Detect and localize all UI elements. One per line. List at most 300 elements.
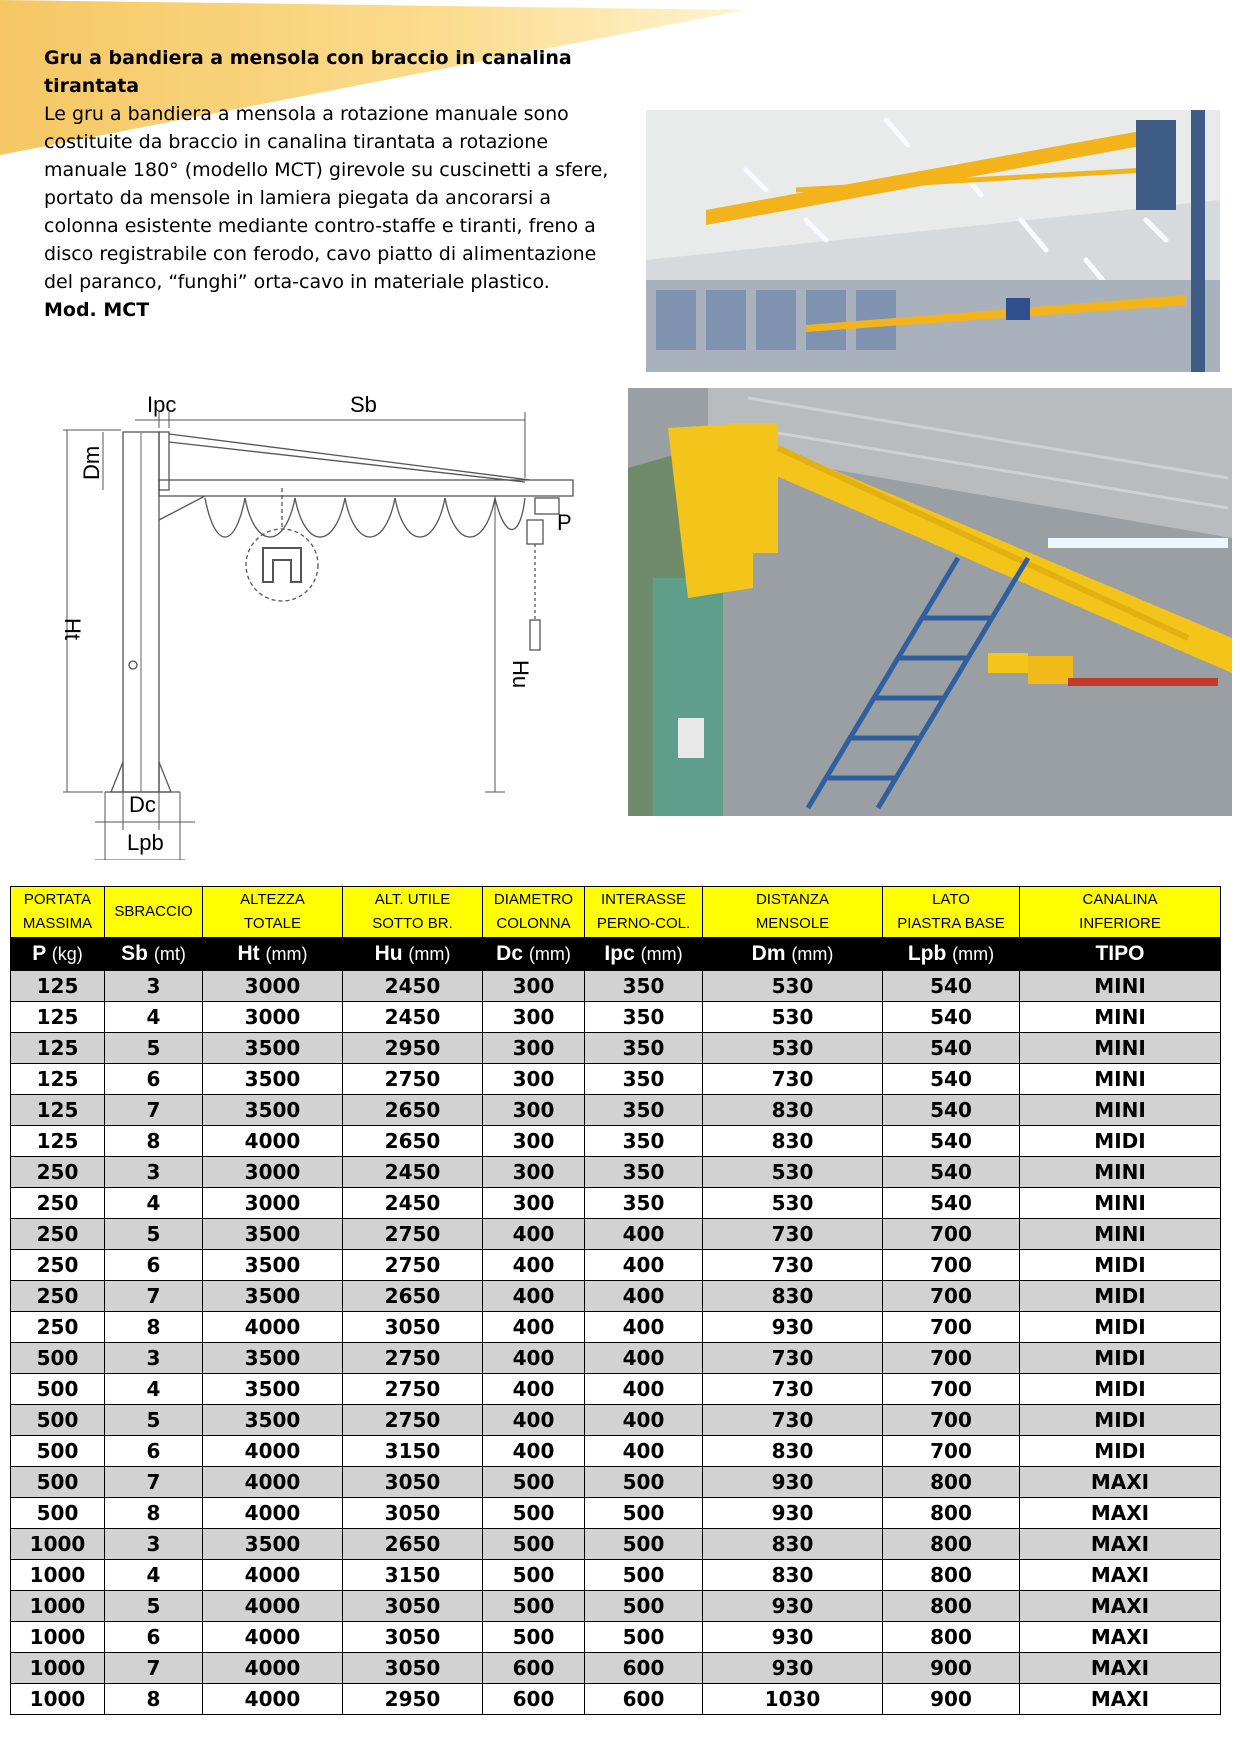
table-cell: 500 [483,1560,585,1591]
table-cell: 350 [585,1033,703,1064]
table-cell: MIDI [1020,1436,1221,1467]
table-cell: 4 [105,1560,203,1591]
product-description: Le gru a bandiera a mensola a rotazione manuale sono costituite da braccio in canalina tirantata a rotazione manuale 180° (modello MCT) girevole su cuscinetti a sfere, portato da mensole in lamiera piegata da ancorarsi a colonna esistente mediante contro-staffe e tiranti, freno a disco registrabile con ferodo, cavo piatto di alimentazione del paranco, “funghi” orta-cavo in materiale plastico. [44,103,609,293]
table-cell: 2450 [343,971,483,1002]
col-header-label [483,887,585,938]
table-cell: 800 [883,1622,1020,1653]
table-cell: 540 [883,1126,1020,1157]
label-ipc: Ipc [147,392,177,417]
table-cell: 8 [105,1498,203,1529]
table-cell: 930 [703,1591,883,1622]
table-cell: 400 [483,1312,585,1343]
table-row [11,1002,1221,1033]
table-cell: 8 [105,1684,203,1715]
col-header-line1: ALT. UTILE [374,891,451,908]
table-cell: 600 [483,1653,585,1684]
table-row [11,1436,1221,1467]
table-cell: 3500 [203,1250,343,1281]
crane-photo-column [628,388,1232,816]
table-cell: MINI [1020,1064,1221,1095]
table-cell: 500 [11,1405,105,1436]
table-cell: 125 [11,971,105,1002]
table-cell: 5 [105,1033,203,1064]
table-cell: 350 [585,1095,703,1126]
table-cell: 300 [483,1095,585,1126]
table-cell: 2450 [343,1157,483,1188]
table-cell: 540 [883,1033,1020,1064]
col-header-label [883,887,1020,938]
label-lpb: Lpb [127,830,164,855]
table-cell: 5 [105,1591,203,1622]
col-header-line2: TOTALE [244,915,301,932]
table-cell: 6 [105,1436,203,1467]
table-cell: 125 [11,1126,105,1157]
col-header-line2: PIASTRA BASE [897,915,1005,932]
table-cell: MIDI [1020,1405,1221,1436]
table-cell: 400 [483,1343,585,1374]
col-header-line1: INTERASSE [600,891,687,908]
table-cell: 500 [585,1467,703,1498]
table-cell: 1030 [703,1684,883,1715]
table-cell: 800 [883,1591,1020,1622]
table-cell: 4000 [203,1498,343,1529]
table-cell: 830 [703,1560,883,1591]
col-unit: (mm) [952,944,995,964]
table-cell: 530 [703,1002,883,1033]
table-cell: 400 [585,1405,703,1436]
col-header-line1: DIAMETRO [493,891,574,908]
table-cell: MAXI [1020,1684,1221,1715]
table-cell: 700 [883,1281,1020,1312]
table-cell: 500 [483,1591,585,1622]
table-cell: 530 [703,971,883,1002]
table-cell: 3500 [203,1343,343,1374]
label-hu: Hu [508,660,533,689]
col-symbol: Sb [121,942,148,965]
table-cell: 3500 [203,1374,343,1405]
label-dc: Dc [129,792,156,817]
table-cell: 530 [703,1188,883,1219]
crane-technical-drawing [55,390,625,860]
col-symbol: TIPO [1095,942,1145,965]
table-cell: 5 [105,1219,203,1250]
table-cell: 3500 [203,1033,343,1064]
table-cell: 700 [883,1374,1020,1405]
table-cell: 500 [11,1467,105,1498]
table-cell: 4000 [203,1684,343,1715]
table-cell: MINI [1020,1219,1221,1250]
header-row-symbols [11,938,1221,971]
table-cell: 2750 [343,1250,483,1281]
col-unit: (mm) [265,944,308,964]
table-cell: 830 [703,1529,883,1560]
table-cell: 400 [483,1436,585,1467]
table-cell: 930 [703,1622,883,1653]
table-cell: 7 [105,1467,203,1498]
table-cell: 500 [585,1622,703,1653]
table-cell: 3150 [343,1436,483,1467]
col-header-label [11,887,105,938]
table-cell: 4000 [203,1653,343,1684]
col-symbol: Lpb [907,942,947,965]
table-cell: 540 [883,1157,1020,1188]
table-cell: 500 [11,1436,105,1467]
col-header-label [203,887,343,938]
table-cell: 830 [703,1281,883,1312]
col-unit: (mt) [153,944,186,964]
table-cell: 300 [483,1064,585,1095]
col-symbol: Dc [496,942,524,965]
table-cell: 500 [11,1343,105,1374]
table-cell: 7 [105,1653,203,1684]
table-cell: MAXI [1020,1467,1221,1498]
table-cell: 500 [483,1622,585,1653]
col-header-symbol [1020,938,1221,971]
table-cell: MIDI [1020,1374,1221,1405]
col-header-label [105,887,203,938]
col-header-line2: INFERIORE [1079,915,1161,932]
table-row [11,1219,1221,1250]
table-cell: MINI [1020,1095,1221,1126]
table-cell: MAXI [1020,1529,1221,1560]
table-cell: 730 [703,1405,883,1436]
table-cell: 2750 [343,1064,483,1095]
col-symbol: Dm [751,942,786,965]
table-cell: 300 [483,971,585,1002]
table-cell: MIDI [1020,1126,1221,1157]
table-cell: 125 [11,1064,105,1095]
col-header-line1: LATO [932,891,970,908]
table-cell: 3500 [203,1281,343,1312]
table-cell: 500 [585,1498,703,1529]
table-cell: 350 [585,1157,703,1188]
table-cell: 350 [585,1002,703,1033]
intro-block [44,44,624,324]
table-cell: 400 [483,1250,585,1281]
col-header-line1: SBRACCIO [114,903,193,920]
label-dm: Dm [79,445,104,480]
table-cell: 830 [703,1095,883,1126]
table-cell: 800 [883,1560,1020,1591]
table-cell: 600 [483,1684,585,1715]
col-header-label [703,887,883,938]
crane-photo-hall [646,110,1220,372]
table-cell: 4000 [203,1436,343,1467]
table-row [11,1498,1221,1529]
table-cell: 300 [483,1157,585,1188]
col-unit: (mm) [528,944,571,964]
table-cell: 3500 [203,1405,343,1436]
table-cell: 3050 [343,1312,483,1343]
table-cell: MAXI [1020,1591,1221,1622]
header-row-labels [11,887,1221,938]
table-cell: 5 [105,1405,203,1436]
col-header-symbol [703,938,883,971]
table-cell: 3050 [343,1591,483,1622]
table-cell: 250 [11,1250,105,1281]
col-unit: (mm) [640,944,683,964]
table-cell: 3500 [203,1219,343,1250]
table-cell: 250 [11,1312,105,1343]
product-title: Gru a bandiera a mensola con braccio in canalina tirantata [44,47,572,97]
table-cell: 2950 [343,1684,483,1715]
table-cell: 700 [883,1436,1020,1467]
col-header-line2: SOTTO BR. [372,915,453,932]
table-row [11,1064,1221,1095]
table-cell: 300 [483,1188,585,1219]
table-cell: 700 [883,1343,1020,1374]
col-header-label [585,887,703,938]
table-cell: 540 [883,1188,1020,1219]
table-cell: 250 [11,1157,105,1188]
table-cell: 7 [105,1095,203,1126]
col-header-line2: PERNO-COL. [596,915,691,932]
col-header-line1: CANALINA [1082,891,1158,908]
table-cell: 2750 [343,1405,483,1436]
table-cell: 1000 [11,1622,105,1653]
table-cell: 300 [483,1126,585,1157]
table-cell: 125 [11,1002,105,1033]
table-cell: 730 [703,1219,883,1250]
table-cell: 540 [883,1064,1020,1095]
table-row [11,1560,1221,1591]
table-cell: MIDI [1020,1250,1221,1281]
col-unit: (kg) [51,944,83,964]
table-cell: 4 [105,1002,203,1033]
table-cell: 730 [703,1374,883,1405]
table-cell: 800 [883,1467,1020,1498]
table-cell: 3 [105,971,203,1002]
col-symbol: Ipc [604,942,635,965]
table-cell: 125 [11,1095,105,1126]
col-header-symbol [203,938,343,971]
table-cell: 930 [703,1653,883,1684]
table-cell: 3000 [203,1157,343,1188]
table-cell: 930 [703,1498,883,1529]
table-row [11,1188,1221,1219]
table-cell: 2650 [343,1095,483,1126]
col-unit: (mm) [408,944,451,964]
table-cell: 2950 [343,1033,483,1064]
table-cell: 3500 [203,1529,343,1560]
table-cell: 2450 [343,1002,483,1033]
table-cell: 400 [585,1343,703,1374]
table-row [11,1374,1221,1405]
table-cell: 125 [11,1033,105,1064]
table-cell: 800 [883,1498,1020,1529]
table-row [11,1684,1221,1715]
table-cell: 4000 [203,1560,343,1591]
col-header-line2: MENSOLE [755,915,830,932]
col-symbol: Hu [374,942,403,965]
table-cell: 500 [483,1529,585,1560]
table-cell: 6 [105,1622,203,1653]
model-name: Mod. MCT [44,299,150,321]
table-cell: 2750 [343,1374,483,1405]
table-cell: 500 [585,1560,703,1591]
table-cell: MINI [1020,1002,1221,1033]
table-cell: 4000 [203,1312,343,1343]
col-header-symbol [483,938,585,971]
table-cell: 500 [483,1498,585,1529]
table-row [11,1095,1221,1126]
table-cell: 3 [105,1343,203,1374]
table-cell: 3150 [343,1560,483,1591]
col-header-label [343,887,483,938]
table-cell: 3000 [203,1188,343,1219]
table-cell: MAXI [1020,1653,1221,1684]
label-p: P [557,510,572,535]
table-cell: 350 [585,1188,703,1219]
table-cell: 8 [105,1312,203,1343]
table-cell: 700 [883,1250,1020,1281]
table-cell: 830 [703,1126,883,1157]
table-cell: 500 [483,1467,585,1498]
table-cell: 4 [105,1188,203,1219]
table-body [11,971,1221,1715]
col-header-line1: ALTEZZA [240,891,305,908]
table-cell: 8 [105,1126,203,1157]
table-cell: 350 [585,1064,703,1095]
col-header-symbol [105,938,203,971]
table-cell: 7 [105,1281,203,1312]
table-row [11,1033,1221,1064]
table-cell: 500 [11,1498,105,1529]
table-cell: 3050 [343,1622,483,1653]
table-cell: 3 [105,1157,203,1188]
col-header-symbol [11,938,105,971]
table-cell: 400 [483,1219,585,1250]
table-cell: 2750 [343,1343,483,1374]
table-row [11,1467,1221,1498]
table-cell: 6 [105,1064,203,1095]
table-cell: 700 [883,1312,1020,1343]
table-cell: 3050 [343,1498,483,1529]
table-cell: 1000 [11,1684,105,1715]
table-cell: 930 [703,1467,883,1498]
table-cell: 400 [585,1281,703,1312]
table-cell: 530 [703,1157,883,1188]
table-cell: 500 [585,1529,703,1560]
table-cell: 1000 [11,1591,105,1622]
table-cell: 540 [883,971,1020,1002]
table-row [11,1529,1221,1560]
col-header-symbol [343,938,483,971]
table-cell: 900 [883,1684,1020,1715]
col-header-line2: MASSIMA [22,915,93,932]
table-cell: 700 [883,1219,1020,1250]
table-cell: 700 [883,1405,1020,1436]
table-cell: MAXI [1020,1498,1221,1529]
table-cell: 4000 [203,1591,343,1622]
table-row [11,1250,1221,1281]
table-cell: 2650 [343,1126,483,1157]
table-cell: 530 [703,1033,883,1064]
table-cell: 3000 [203,1002,343,1033]
table-cell: MIDI [1020,1281,1221,1312]
table-cell: 400 [483,1281,585,1312]
spec-table [10,886,1221,1715]
table-row [11,1126,1221,1157]
table-cell: 3 [105,1529,203,1560]
table-cell: MINI [1020,1188,1221,1219]
table-cell: 3500 [203,1064,343,1095]
label-sb: Sb [350,392,377,417]
table-cell: 250 [11,1188,105,1219]
table-cell: 500 [11,1374,105,1405]
table-cell: 400 [483,1374,585,1405]
table-cell: 500 [585,1591,703,1622]
table-row [11,1622,1221,1653]
table-cell: 930 [703,1312,883,1343]
col-symbol: Ht [237,942,260,965]
table-row [11,1653,1221,1684]
table-row [11,1343,1221,1374]
table-cell: 4000 [203,1622,343,1653]
table-row [11,1312,1221,1343]
table-cell: 300 [483,1002,585,1033]
table-cell: 4000 [203,1467,343,1498]
col-header-line1: DISTANZA [755,891,830,908]
table-cell: 730 [703,1064,883,1095]
table-cell: MINI [1020,971,1221,1002]
table-cell: MAXI [1020,1560,1221,1591]
table-cell: 300 [483,1033,585,1064]
table-cell: 400 [585,1374,703,1405]
table-cell: MIDI [1020,1312,1221,1343]
table-cell: 400 [585,1219,703,1250]
table-cell: MINI [1020,1033,1221,1064]
col-header-line2: COLONNA [496,915,571,932]
table-cell: 1000 [11,1653,105,1684]
table-cell: 2650 [343,1281,483,1312]
table-row [11,971,1221,1002]
col-unit: (mm) [791,944,834,964]
table-row [11,1281,1221,1312]
table-cell: 400 [585,1312,703,1343]
table-row [11,1157,1221,1188]
table-cell: 3050 [343,1653,483,1684]
table-cell: 2750 [343,1219,483,1250]
col-symbol: P [32,942,46,965]
table-cell: 3000 [203,971,343,1002]
table-cell: 900 [883,1653,1020,1684]
table-cell: 250 [11,1281,105,1312]
table-cell: 730 [703,1343,883,1374]
table-cell: MAXI [1020,1622,1221,1653]
table-row [11,1405,1221,1436]
col-header-symbol [585,938,703,971]
table-cell: 350 [585,971,703,1002]
table-cell: 4000 [203,1126,343,1157]
table-cell: 830 [703,1436,883,1467]
table-cell: 350 [585,1126,703,1157]
table-cell: MIDI [1020,1343,1221,1374]
table-cell: 4 [105,1374,203,1405]
table-cell: 400 [585,1250,703,1281]
table-cell: 400 [483,1405,585,1436]
col-header-symbol [883,938,1020,971]
table-cell: 1000 [11,1560,105,1591]
table-row [11,1591,1221,1622]
label-ht: Ht [60,618,85,640]
table-cell: 730 [703,1250,883,1281]
table-cell: 800 [883,1529,1020,1560]
table-cell: 1000 [11,1529,105,1560]
table-cell: 250 [11,1219,105,1250]
table-cell: 6 [105,1250,203,1281]
table-cell: MINI [1020,1157,1221,1188]
